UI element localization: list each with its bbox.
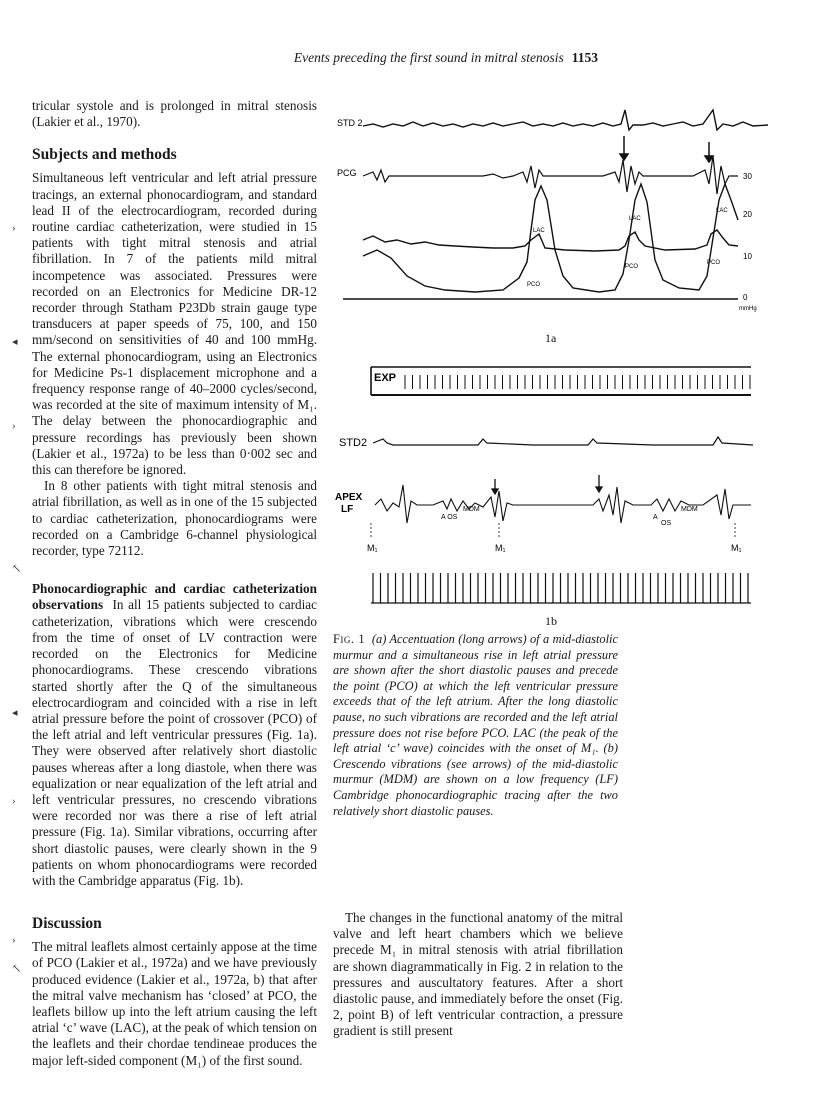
arrow-b1 <box>492 479 498 494</box>
right-paragraph: The changes in the functional anatomy of the mitral valve and left heart chambers which we believe precede M₁ in mitral stenosis with atrial fibrillation are shown diagrammatically in Fig. 2 in relation to the pressures and auscultatory features. After a short diastolic pause, and immediately before the onset (Fig. 2, point B) of left ventricular contraction, a pressure gradient is still present <box>333 910 623 1039</box>
margin-mark: › <box>12 934 16 946</box>
a-label: A <box>653 514 658 521</box>
margin-mark: › <box>12 420 16 432</box>
discussion-heading: Discussion <box>32 915 102 933</box>
long-arrow-1 <box>620 136 628 160</box>
phono-paragraph <box>32 581 317 889</box>
la-pressure-trace <box>363 230 738 251</box>
mdm-label-b1: MDM <box>463 506 480 513</box>
running-head-title: Events preceding the first sound in mitral stenosis <box>293 50 564 65</box>
lf-label: LF <box>341 504 354 515</box>
running-head <box>280 50 598 66</box>
discussion-paragraph: The mitral leaflets almost certainly appose at the time of PCO (Lakier et al., 1972a) and we have previously produced evidence (Lakier et al., 1972a, b) that after the mitral valve mechanism has ‘closed’ at PCO, the leaflets billow up into the left atrium causing the left atrial ‘c’ wave (LAC), at the peak of which tension on the leaflets and their chordae tendineae produces the major left-sided component (M₁) of the first sound. <box>32 939 318 1068</box>
pco-label-a2: PCO <box>625 264 639 270</box>
apex-lf-trace <box>375 485 751 523</box>
scale-20-label: 20 <box>743 210 752 219</box>
lv-pressure-trace <box>363 184 738 292</box>
phono-heading: Phonocardiographic and cardiac catheterization observations <box>32 581 317 613</box>
caption-label: Fig. 1 <box>333 632 366 646</box>
m1-label-1: M₁ <box>367 543 378 553</box>
panel-label-1b: 1b <box>545 614 557 628</box>
m1-label-2: M₁ <box>495 543 506 553</box>
figure-panel-1a <box>333 100 768 345</box>
pco-label-a3: PCO <box>707 260 721 266</box>
left-column <box>32 98 317 1069</box>
time-ticks <box>373 573 748 603</box>
margin-mark: ◂ <box>12 707 18 719</box>
scale-30-label: 30 <box>743 172 752 181</box>
caption-text: (a) Accentuation (long arrows) of a mid-diastolic murmur and a simultaneous rise in left atrial pressure are shown after the short diastolic pauses and precede the point (PCO) at which the left ventricular pressure exceeds that of the left atrium. After the long diastolic pause, no such vibrations are recorded and the left atrial pressure does not rise before PCO. LAC (the peak of the left atrial ‘c’ wave) coincides with the onset of M₁. (b) Crescendo vibrations (see arrows) of the mid-diastolic murmur (MDM) are shown on a low frequency (LF) Cambridge phonocardiographic tracing after the two relatively short diastolic pauses. <box>333 632 618 818</box>
subjects-paragraph-1: Simultaneous left ventricular and left atrial pressure tracings, an external phonocardiogram, and standard lead II of the electrocardiogram, recorded during routine cardiac catheterization, were studied in 15 patients with tight mitral stenosis and atrial fibrillation. In 7 of the patients mild mitral incompetence was associated. Pressures were recorded on an Electronics for Medicine DR-12 recorder through Statham P23Db strain gauge type transducers at paper speeds of 75, 100, and 150 mm/second on sensitivities of 40 and 100 mmHg. The external phonocardiogram, using an Electronics for Medicine Ps-1 displacement microphone and a frequency response range of 40–2000 cycles/second, was recorded at the site of maximum intensity of M₁. The delay between the phonocardiographic and pressure recordings has previously been shown (Lakier et al., 1972a) to be less than 0·002 sec and this can therefore be ignored. <box>32 170 317 478</box>
pco-label-a1: PCO <box>527 282 541 288</box>
std2-label-b: STD2 <box>339 437 368 449</box>
mdm-label-b2: MDM <box>681 506 698 513</box>
pcg-trace-a <box>363 156 738 194</box>
std2-trace-a <box>363 110 768 130</box>
apex-label: APEX <box>335 492 363 503</box>
scale-0-label: 0 <box>743 293 748 302</box>
subjects-heading: Subjects and methods <box>32 146 177 164</box>
exp-ticks <box>405 375 750 389</box>
margin-mark: › <box>12 795 16 807</box>
lac-label-a3: LAC <box>716 208 728 214</box>
m1-label-3: M₁ <box>731 543 742 553</box>
figure-panel-1b <box>333 355 768 635</box>
long-arrow-2 <box>705 142 713 162</box>
scale-10-label: 10 <box>743 252 752 261</box>
margin-mark: ↖ <box>12 963 22 975</box>
unit-label: mmHg <box>739 306 757 312</box>
intro-paragraph: tricular systole and is prolonged in mitral stenosis (Lakier et al., 1970). <box>32 98 317 130</box>
std2-trace-b <box>373 437 753 445</box>
phono-text: In all 15 patients subjected to cardiac catheterization, vibrations which were crescendo from the time of onset of LV contraction were recorded on the Electronics for Medicine phonocardiograms. These crescendo vibrations started shortly after the Q of the simultaneous electrocardiogram and coincided with a rise in left atrial pressure before the point of crossover (PCO) of the left atrial and left ventricular pressures (Fig. 1a). They were observed after relatively short diastolic pauses whereas after a long diastole, when there was equalization or near equalization of the left atrial and left ventricular pressures, no crescendo vibrations were recorded nor was there a rise of left atrial pressure (Fig. 1a). Similar vibrations, occurring after short diastolic pauses, were clearly shown in the 9 patients on whom phonocardiograms were recorded with the Cambridge apparatus (Fig. 1b). <box>32 597 317 888</box>
right-column <box>333 910 623 1040</box>
lac-label-a2: LAC <box>629 216 641 222</box>
aos-label: A OS <box>441 514 458 521</box>
page-number: 1153 <box>571 50 598 65</box>
pcg-label-a: PCG <box>337 168 357 178</box>
os-label: OS <box>661 520 672 527</box>
std2-label-a: STD 2 <box>337 118 363 128</box>
exp-label: EXP <box>374 372 397 384</box>
panel-label-1a: 1a <box>545 331 557 345</box>
margin-mark: ◂ <box>12 336 18 348</box>
subjects-paragraph-2: In 8 other patients with tight mitral stenosis and atrial fibrillation, as well as in one of the 15 subjected to cardiac catheterization, phonocardiograms were recorded on a Cambridge 6-channel physiological recorder, type 72112. <box>32 478 317 559</box>
figure-caption <box>333 632 618 819</box>
margin-mark: › <box>12 222 16 234</box>
margin-mark: ↖ <box>12 563 22 575</box>
arrow-b2 <box>596 475 602 492</box>
lac-label-a1: LAC <box>533 228 545 234</box>
